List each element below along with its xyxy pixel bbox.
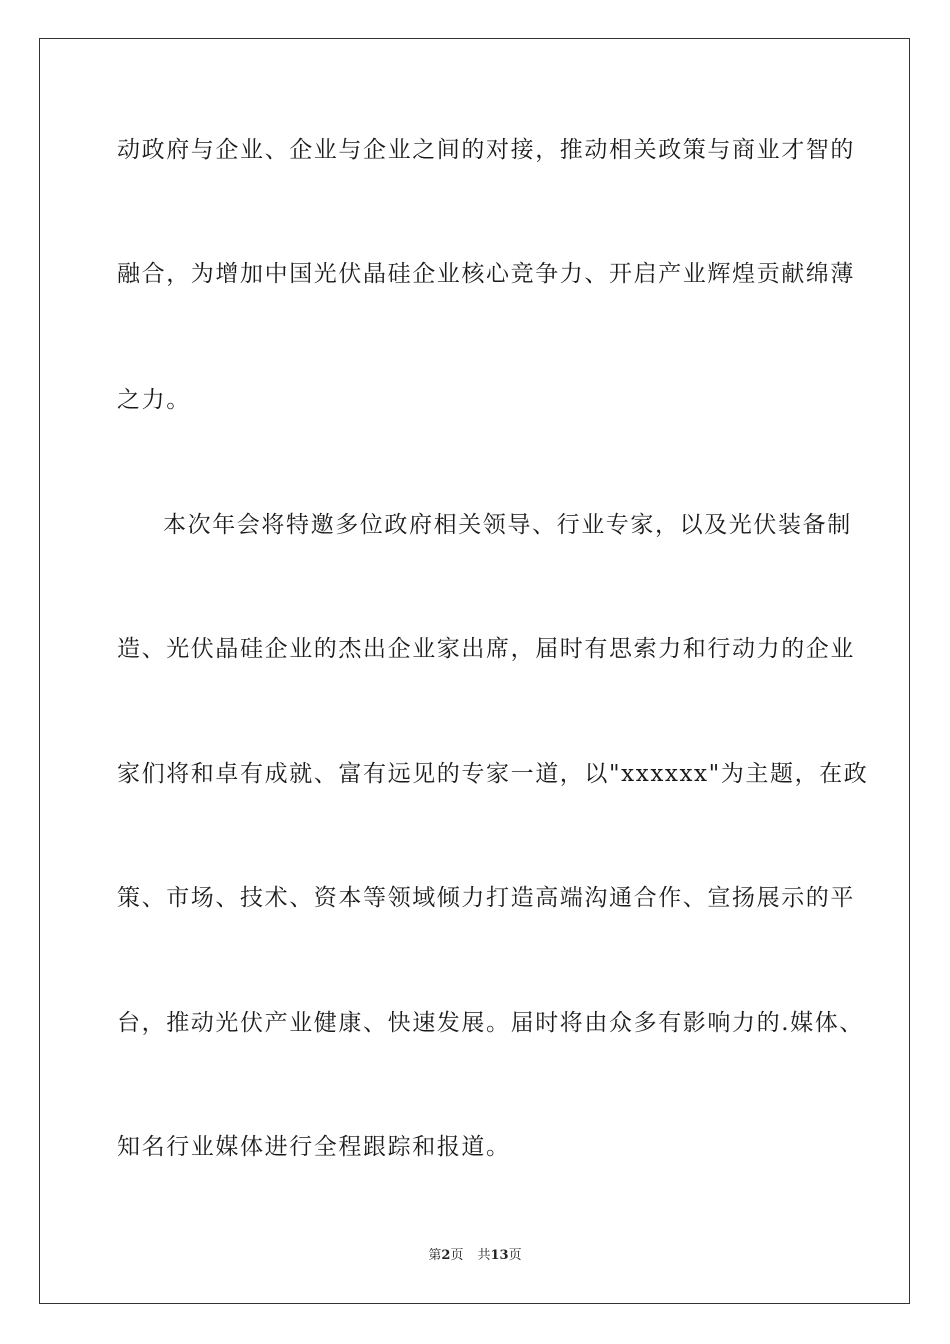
page-prefix: 第 bbox=[428, 1248, 442, 1263]
paragraph-line: 动政府与企业、企业与企业之间的对接，推动相关政策与商业才智的 bbox=[117, 137, 855, 163]
page-footer bbox=[0, 1247, 950, 1265]
paragraph-line: 本次年会将特邀多位政府相关领导、行业专家，以及光伏装备制 bbox=[163, 512, 852, 538]
total-suffix: 页 bbox=[508, 1248, 522, 1263]
paragraph-line: 家们将和卓有成就、富有远见的专家一道，以"xxxxxx"为主题，在政 bbox=[117, 761, 869, 787]
paragraph-line: 台，推动光伏产业健康、快速发展。届时将由众多有影响力的.媒体、 bbox=[117, 1010, 864, 1036]
paragraph-line: 之力。 bbox=[117, 387, 191, 413]
total-pages: 13 bbox=[490, 1248, 509, 1263]
paragraph-line: 策、市场、技术、资本等领域倾力打造高端沟通合作、宣扬展示的平 bbox=[117, 885, 855, 911]
paragraph-line: 知名行业媒体进行全程跟踪和报道。 bbox=[117, 1134, 511, 1160]
total-prefix: 共 bbox=[477, 1248, 491, 1263]
paragraph-line: 融合，为增加中国光伏晶硅企业核心竞争力、开启产业辉煌贡献绵薄 bbox=[117, 261, 855, 287]
page-suffix: 页 bbox=[450, 1248, 464, 1263]
page-number: 2 bbox=[441, 1248, 451, 1263]
paragraph-line: 造、光伏晶硅企业的杰出企业家出席，届时有思索力和行动力的企业 bbox=[117, 636, 855, 662]
page-border bbox=[39, 38, 910, 1304]
